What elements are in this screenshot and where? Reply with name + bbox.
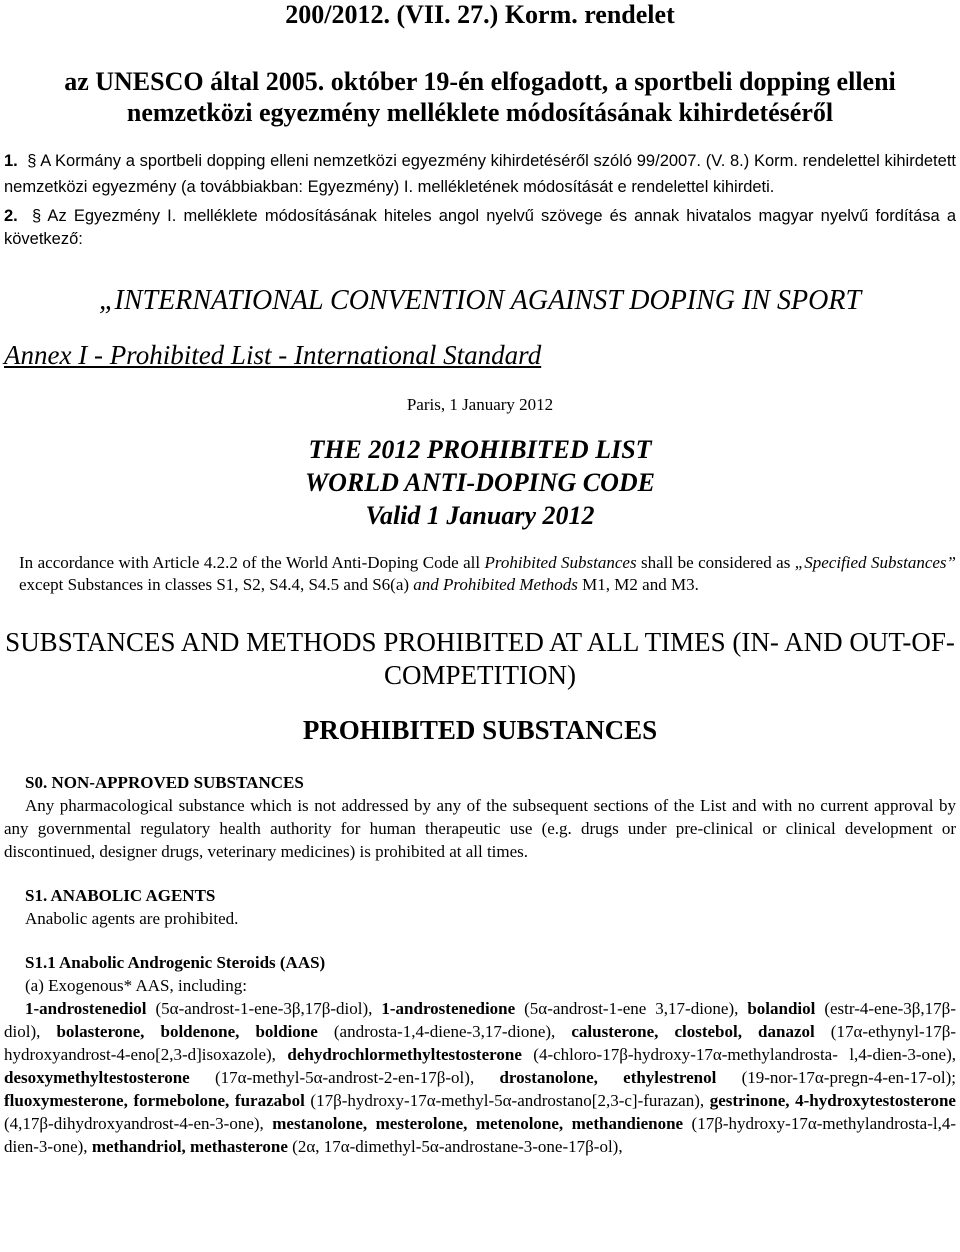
substance-chemical-name: (17β-hydroxy-17α-methylandrosta-l,4-dien-3-one),: [4, 1114, 956, 1156]
s11-heading: S1.1 Anabolic Androgenic Steroids (AAS): [25, 953, 326, 972]
substance-chemical-name: (4-chloro-17β-hydroxy-17α-methylandrosta- l,4-dien-3-one),: [521, 1045, 957, 1064]
prohibited-list-line-2: WORLD ANTI-DOPING CODE: [304, 468, 656, 497]
substance-name: drostanolone, ethylestrenol: [499, 1068, 717, 1087]
s1-block: [4, 885, 956, 930]
substance-name: calusterone, clostebol, danazol: [571, 1022, 815, 1041]
substance-chemical-name: (17α-ethynyl-17β-hydroxyandrost-4-eno[2,3-d]isoxazole),: [4, 1022, 956, 1064]
s1-heading: S1. ANABOLIC AGENTS: [25, 886, 216, 905]
substance-chemical-name: (4,17β-dihydroxyandrost-4-en-3-one),: [4, 1114, 273, 1133]
accordance-text-4: „Specified Substances”: [794, 553, 956, 572]
substance-chemical-name: (17α-methyl-5α-androst-2-en-17β-ol),: [189, 1068, 500, 1087]
paragraph-2-number: 2.: [4, 207, 18, 225]
substance-chemical-name: (5α-androst-1-ene-3β,17β-diol),: [146, 999, 382, 1018]
substance-name: gestrinone, 4-hydroxytestosterone: [709, 1091, 956, 1110]
paragraph-1: [4, 148, 956, 200]
section-sign-icon: §: [22, 152, 37, 170]
paragraph-1-text: A Kormány a sportbeli dopping elleni nemzetközi egyezmény kihirdetéséről szóló 99/2007. (V. 8.) Korm. rendelettel kihirdetett nemzetközi egyezmény (a továbbiakban: Egyezmény) I. mellékletének módosítását e rendelettel kihirdeti.: [4, 152, 956, 196]
substance-name: dehydrochlormethyltestosterone: [287, 1045, 522, 1064]
substance-name: desoxymethyltestosterone: [4, 1068, 190, 1087]
substance-chemical-name: (17β-hydroxy-17α-methyl-5α-androstano[2,3-c]-furazan),: [304, 1091, 710, 1110]
decree-subtitle: az UNESCO által 2005. október 19-én elfogadott, a sportbeli dopping elleni nemzetközi egyezmény melléklete módosításának kihirdetéséről: [64, 67, 896, 127]
s0-heading: S0. NON-APPROVED SUBSTANCES: [25, 773, 304, 792]
accordance-paragraph: [19, 552, 956, 596]
substance-chemical-name: (19-nor-17α-pregn-4-en-17-ol);: [716, 1068, 956, 1087]
substance-name: 1-androstenediol: [25, 999, 147, 1018]
annex-title: Annex I - Prohibited List - International Standard: [4, 340, 542, 370]
substance-chemical-name: (androsta-1,4-diene-3,17-dione),: [317, 1022, 572, 1041]
paragraph-2: [4, 205, 956, 251]
prohibited-list-line-3: Valid 1 January 2012: [365, 501, 595, 530]
substance-name: bolasterone, boldenone, boldione: [56, 1022, 318, 1041]
s0-block: [4, 772, 956, 863]
section-heading: SUBSTANCES AND METHODS PROHIBITED AT ALL TIMES (IN- AND OUT-OF-COMPETITION): [5, 627, 955, 690]
decree-title: 200/2012. (VII. 27.) Korm. rendelet: [285, 0, 675, 29]
substance-name: mestanolone, mesterolone, metenolone, methandienone: [272, 1114, 684, 1133]
substance-chemical-name: (5α-androst-1-ene 3,17-dione),: [515, 999, 748, 1018]
document-page: [4, 0, 956, 1158]
substance-name: methandriol, methasterone: [91, 1137, 288, 1156]
paragraph-2-text: Az Egyezmény I. melléklete módosításának hiteles angol nyelvű szövege és annak hivatalos magyar nyelvű fordítása a következő:: [4, 207, 956, 248]
substance-name: bolandiol: [747, 999, 816, 1018]
place-date: Paris, 1 January 2012: [406, 395, 554, 414]
section-subheading: PROHIBITED SUBSTANCES: [302, 715, 658, 745]
s1-body: Anabolic agents are prohibited.: [25, 909, 239, 928]
prohibited-list-line-1: THE 2012 PROHIBITED LIST: [308, 435, 652, 464]
convention-title: „INTERNATIONAL CONVENTION AGAINST DOPING IN SPORT: [98, 285, 862, 316]
accordance-text-5: except Substances in classes S1, S2, S4.4, S4.5 and S6(a): [19, 575, 414, 594]
accordance-text-7: M1, M2 and M3.: [577, 575, 699, 594]
s11-block: [4, 952, 956, 1158]
substance-list: [4, 997, 956, 1158]
substance-chemical-name: (2α, 17α-dimethyl-5α-androstane-3-one-17β-ol),: [287, 1137, 623, 1156]
substance-chemical-name: (estr-4-ene-3β,17β-diol),: [4, 999, 956, 1041]
s11-subheading: (a) Exogenous* AAS, including:: [25, 976, 247, 995]
s0-body-text: Any pharmacological substance which is not addressed by any of the subsequent sections of the List and with no current approval by any governmental regulatory health authority for human therapeutic use (e.g. drugs under pre-clinical or clinical development or discontinued, designer drugs, veterinary medicines) is prohibited at all times.: [4, 796, 956, 861]
accordance-text-1: In accordance with Article 4.2.2 of the World Anti-Doping Code all: [19, 553, 485, 572]
accordance-text-3: shall be considered as: [636, 553, 795, 572]
accordance-text-6: and Prohibited Methods: [413, 575, 578, 594]
prohibited-list-heading: [4, 433, 956, 532]
accordance-text-2: Prohibited Substances: [484, 553, 637, 572]
section-sign-icon: §: [24, 207, 42, 225]
paragraph-1-number: 1.: [4, 152, 18, 170]
substance-name: 1-androstenedione: [381, 999, 516, 1018]
s0-body: [4, 794, 956, 863]
substance-name: fluoxymesterone, formebolone, furazabol: [4, 1091, 305, 1110]
